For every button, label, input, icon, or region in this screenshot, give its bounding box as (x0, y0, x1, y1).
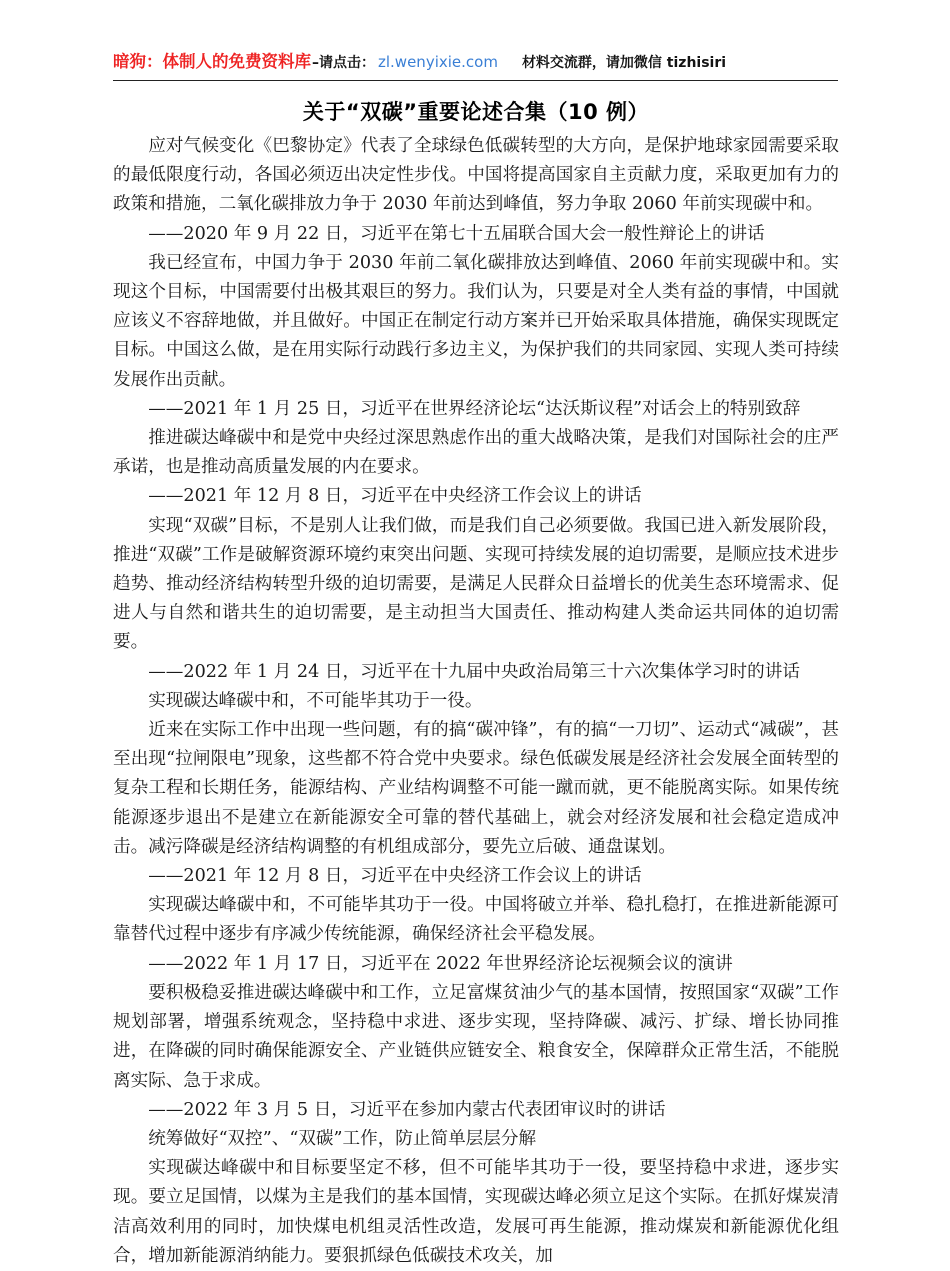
document-body (113, 95, 839, 1271)
body-paragraph: 近来在实际工作中出现一些问题，有的搞“碳冲锋”，有的搞“一刀切”、运动式“减碳”，甚至出现“拉闸限电”现象，这些都不符合党中央要求。绿色低碳发展是经济社会发展全面转型的复杂工程和长期任务，能源结构、产业结构调整不可能一蹴而就，更不能脱离实际。如果传统能源逐步退出不是建立在新能源安全可靠的替代基础上，就会对经济发展和社会稳定造成冲击。减污降碳是经济结构调整的有机组成部分，要先立后破、通盘谋划。 (113, 720, 839, 857)
source-attribution-line: ——2022 年 1 月 24 日，习近平在十九届中央政治局第三十六次集体学习时的讲话 (148, 661, 800, 682)
body-paragraph: 实现碳达峰碳中和，不可能毕其功于一役。 (148, 690, 483, 711)
paragraph-container (113, 132, 839, 1271)
body-paragraph: 我已经宣布，中国力争于 2030 年前二氧化碳排放达到峰值、2060 年前实现碳中和。实现这个目标，中国需要付出极其艰巨的努力。我们认为，只要是对全人类有益的事情，中国就应该义不容辞地做，并且做好。中国正在制定行动方案并已开始采取具体措施，确保实现既定目标。中国这么做，是在用实际行动践行多边主义，为保护我们的共同家园、实现人类可持续发展作出贡献。 (113, 252, 839, 390)
promo-click-prompt: –请点击： (312, 55, 375, 71)
promo-wechat-text: 材料交流群，请加微信 tizhisiri (521, 55, 727, 71)
promo-brand-text: 暗狗：体制人的免费资料库 (113, 52, 311, 71)
body-paragraph: 统筹做好“双控”、“双碳”工作，防止简单层层分解 (148, 1128, 537, 1149)
promo-website-link[interactable]: zl.wenyixie.com (378, 53, 498, 71)
source-attribution-line: ——2021 年 1 月 25 日，习近平在世界经济论坛“达沃斯议程”对话会上的特别致辞 (148, 398, 801, 419)
page-title: 关于“双碳”重要论述合集（10 例） (302, 100, 650, 124)
body-paragraph: 应对气候变化《巴黎协定》代表了全球绿色低碳转型的大方向，是保护地球家园需要采取的最低限度行动，各国必须迈出决定性步伐。中国将提高国家自主贡献力度，采取更加有力的政策和措施，二氧化碳排放力争于 2030 年前达到峰值，努力争取 2060 年前实现碳中和。 (113, 136, 839, 215)
source-attribution-line: ——2021 年 12 月 8 日，习近平在中央经济工作会议上的讲话 (148, 486, 642, 507)
source-attribution-line: ——2022 年 1 月 17 日，习近平在 2022 年世界经济论坛视频会议的演讲 (148, 953, 733, 974)
body-paragraph: 实现碳达峰碳中和目标要坚定不移，但不可能毕其功于一役，要坚持稳中求进，逐步实现。要立足国情，以煤为主是我们的基本国情，实现碳达峰必须立足这个实际。在抓好煤炭清洁高效利用的同时，加快煤电机组灵活性改造，发展可再生能源，推动煤炭和新能源优化组合，增加新能源消纳能力。要狠抓绿色低碳技术攻关，加 (113, 1158, 839, 1266)
source-attribution-line: ——2020 年 9 月 22 日，习近平在第七十五届联合国大会一般性辩论上的讲话 (148, 223, 765, 244)
body-paragraph: 要积极稳妥推进碳达峰碳中和工作，立足富煤贫油少气的基本国情，按照国家“双碳”工作规划部署，增强系统观念，坚持稳中求进、逐步实现，坚持降碳、减污、扩绿、增长协同推进，在降碳的同时确保能源安全、产业链供应链安全、粮食安全，保障群众正常生活，不能脱离实际、急于求成。 (113, 982, 839, 1091)
header-divider-rule (113, 80, 838, 81)
source-attribution-line: ——2022 年 3 月 5 日，习近平在参加内蒙古代表团审议时的讲话 (148, 1099, 666, 1120)
body-paragraph: 推进碳达峰碳中和是党中央经过深思熟虑作出的重大战略决策，是我们对国际社会的庄严承诺，也是推动高质量发展的内在要求。 (113, 428, 839, 478)
body-paragraph: 实现“双碳”目标，不是别人让我们做，而是我们自己必须要做。我国已进入新发展阶段，推进“双碳”工作是破解资源环境约束突出问题、实现可持续发展的迫切需要，是顺应技术进步趋势、推动经济结构转型升级的迫切需要，是满足人民群众日益增长的优美生态环境需求、促进人与自然和谐共生的迫切需要，是主动担当大国责任、推动构建人类命运共同体的迫切需要。 (113, 515, 839, 653)
body-paragraph: 实现碳达峰碳中和，不可能毕其功于一役。中国将破立并举、稳扎稳打，在推进新能源可靠替代过程中逐步有序减少传统能源，确保经济社会平稳发展。 (113, 895, 839, 945)
source-attribution-line: ——2021 年 12 月 8 日，习近平在中央经济工作会议上的讲话 (148, 866, 642, 887)
promo-header-banner (113, 48, 838, 78)
